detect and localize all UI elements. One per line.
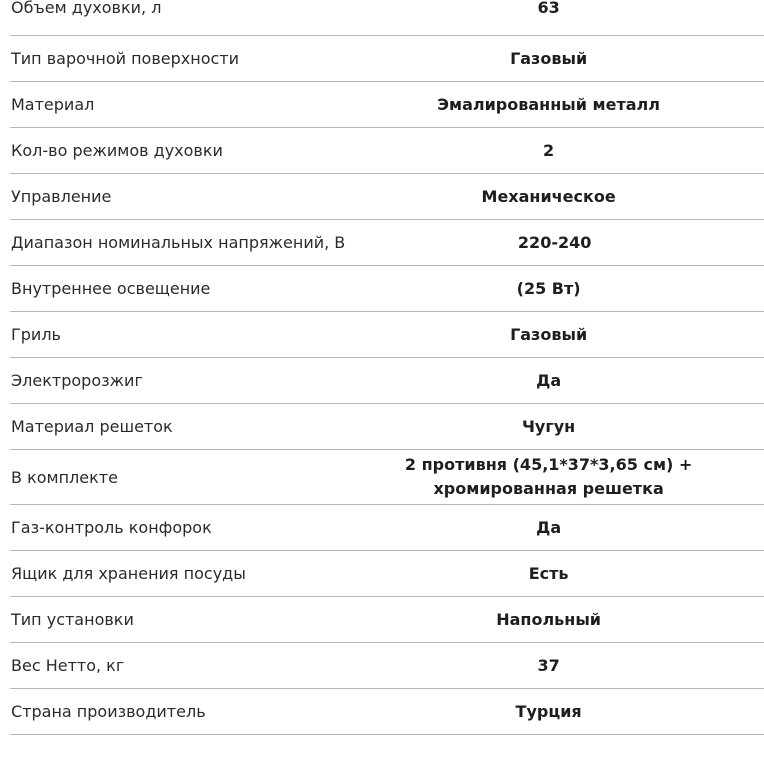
spec-row-voltage: [10, 220, 764, 266]
spec-label: Материал: [11, 95, 95, 114]
spec-label: Тип установки: [11, 610, 134, 629]
spec-value: Напольный: [496, 609, 602, 629]
spec-row-oven-volume: [10, 0, 764, 36]
spec-row-hob-type: [10, 36, 764, 82]
spec-label: Страна производитель: [11, 702, 206, 721]
specifications-table: [10, 0, 764, 735]
spec-value: Да: [536, 370, 562, 390]
spec-label: Управление: [11, 187, 112, 206]
spec-row-oven-modes: [10, 128, 764, 174]
spec-value: 63: [537, 0, 560, 17]
spec-label: Газ-контроль конфорок: [11, 518, 212, 537]
spec-row-storage-drawer: [10, 551, 764, 597]
spec-label: Тип варочной поверхности: [11, 49, 239, 68]
spec-row-control: [10, 174, 764, 220]
spec-value: Газовый: [510, 48, 588, 68]
spec-value: 2 противня (45,1*37*3,65 см) + хромированная решетка: [404, 455, 693, 498]
spec-value: Турция: [515, 701, 582, 721]
spec-value: (25 Вт): [516, 278, 581, 298]
spec-label: Кол-во режимов духовки: [11, 141, 223, 160]
spec-value: Есть: [528, 563, 569, 583]
spec-value: Эмалированный металл: [437, 94, 660, 114]
spec-value: 37: [537, 655, 560, 675]
spec-label: Гриль: [11, 325, 61, 344]
spec-label: В комплекте: [11, 467, 118, 487]
spec-value: 2: [543, 140, 555, 160]
spec-row-grill: [10, 312, 764, 358]
spec-label: Ящик для хранения посуды: [11, 564, 246, 583]
spec-row-lighting: [10, 266, 764, 312]
spec-value: Чугун: [522, 416, 576, 436]
spec-value: Механическое: [481, 186, 616, 206]
spec-value: 220-240: [517, 232, 592, 252]
spec-row-material: [10, 82, 764, 128]
spec-row-grate-material: [10, 404, 764, 450]
spec-label: Диапазон номинальных напряжений, В: [11, 233, 346, 252]
spec-label: Материал решеток: [11, 417, 173, 436]
spec-label: Объем духовки, л: [11, 0, 162, 17]
spec-row-installation-type: [10, 597, 764, 643]
spec-row-gas-control: [10, 505, 764, 551]
spec-value: Да: [536, 517, 562, 537]
spec-row-country: [10, 689, 764, 735]
spec-row-ignition: [10, 358, 764, 404]
spec-label: Электророзжиг: [11, 371, 143, 390]
spec-label: Вес Нетто, кг: [11, 656, 125, 675]
spec-label: Внутреннее освещение: [11, 279, 211, 298]
spec-value: Газовый: [510, 324, 588, 344]
spec-row-package: [10, 450, 764, 505]
spec-row-net-weight: [10, 643, 764, 689]
